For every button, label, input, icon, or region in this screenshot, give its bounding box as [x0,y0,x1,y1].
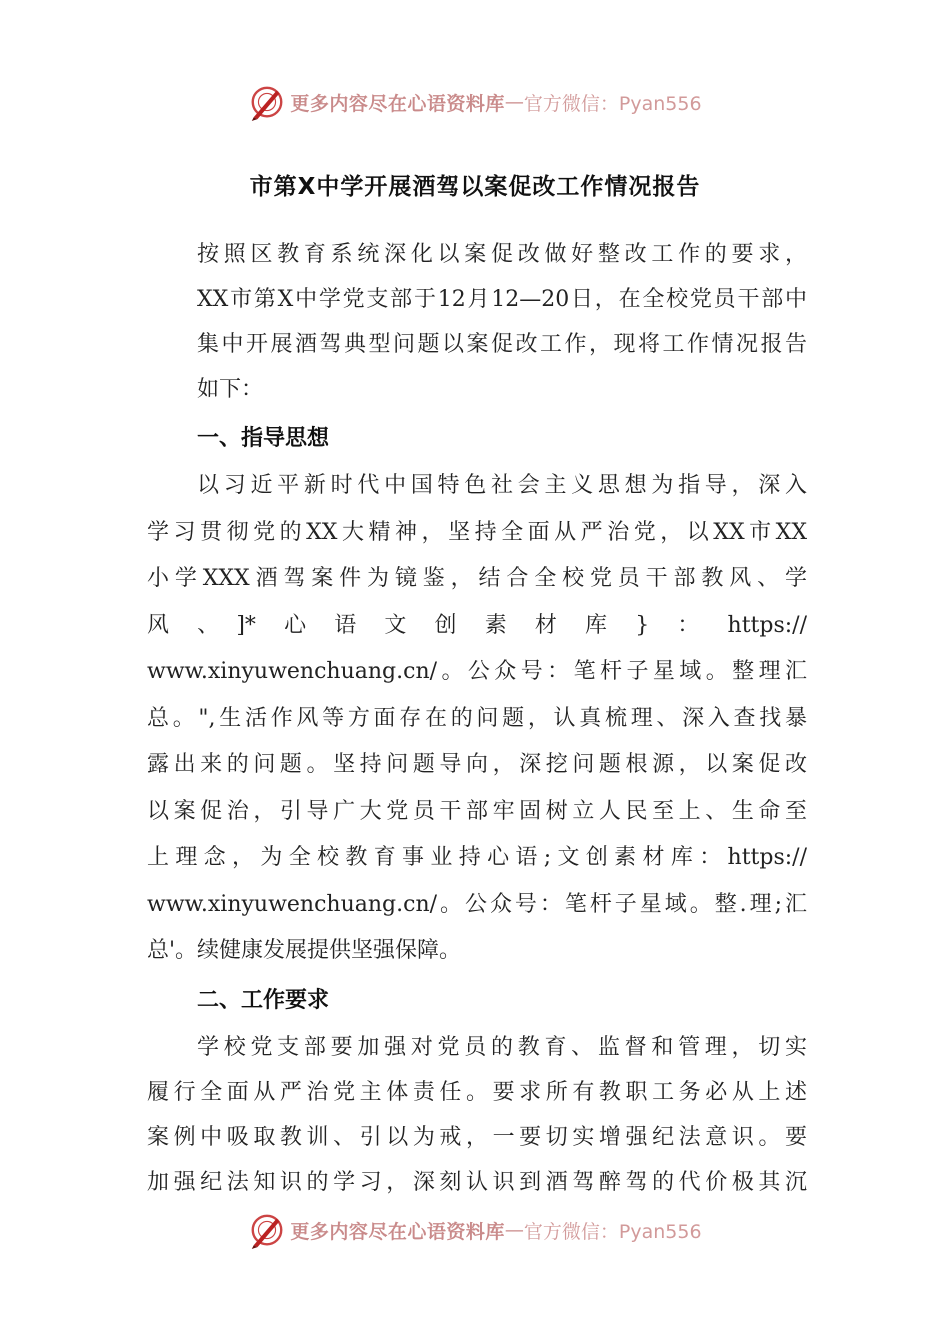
section1-line: 总'。续健康发展提供坚强保障。 [147,938,462,963]
section1-line: 学习贯彻党的XX大精神，坚持全面从严治党，以XX市XX [147,519,807,545]
watermark-site-text: 更多内容尽在心语资料库 [290,92,505,115]
intro-line: 按照区教育系统深化以案促改做好整改工作的要求， [197,242,807,267]
section1-line: 以习近平新时代中国特色社会主义思想为指导，深入 [197,473,807,498]
pen-logo-icon [248,1211,286,1249]
pen-logo-icon [248,83,286,121]
watermark-dash: — [504,91,524,113]
section1-line: 露出来的问题。坚持问题导向，深挖问题根源，以案促改 [147,752,807,777]
section1-line: www.xinyuwenchuang.cn/。公众号：笔杆子星域。整.理;汇 [147,891,807,917]
section2-line: 履行全面从严治党主体责任。要求所有教职工务必从上述 [147,1079,807,1105]
section2-line: 案例中吸取教训、引以为戒，一要切实增强纪法意识。要 [147,1124,807,1150]
watermark-dash: — [504,1219,524,1241]
section1-heading: 一、指导思想 [197,426,330,451]
watermark-wechat-text: 官方微信：Pyan556 [523,92,702,115]
watermark-banner-bottom [0,1210,950,1250]
section2-line: 加强纪法知识的学习，深刻认识到酒驾醉驾的代价极其沉 [147,1169,807,1195]
watermark-banner-top [0,82,950,122]
intro-paragraph [147,232,807,412]
intro-line: 如下： [197,377,264,402]
section2-paragraph [147,1025,807,1205]
intro-line: 集中开展酒驾典型问题以案促改工作，现将工作情况报告 [197,332,807,357]
section1-paragraph [147,463,807,975]
intro-line: XX市第X中学党支部于12月12—20日，在全校党员干部中 [197,287,807,312]
watermark-wechat-text: 官方微信：Pyan556 [523,1220,702,1243]
section1-line: 上理念，为全校教育事业持心语;文创素材库：https:// [147,845,807,870]
section1-line: 小学XXX酒驾案件为镜鉴，结合全校党员干部教风、学 [147,566,807,591]
document-body [147,232,807,1205]
section1-line: www.xinyuwenchuang.cn/。公众号：笔杆子星域。整理汇 [147,659,807,684]
section1-line: 总。",生活作风等方面存在的问题，认真梳理、深入查找暴 [147,705,807,731]
section1-line: 风、]*心语文创素材库}：https:// [147,612,807,638]
document-title: 市第X中学开展酒驾以案促改工作情况报告 [249,174,701,200]
watermark-site-text: 更多内容尽在心语资料库 [290,1220,505,1243]
section2-heading: 二、工作要求 [197,987,330,1013]
section1-line: 以案促治，引导广大党员干部牢固树立人民至上、生命至 [147,798,807,824]
section2-line: 学校党支部要加强对党员的教育、监督和管理，切实 [197,1034,807,1060]
